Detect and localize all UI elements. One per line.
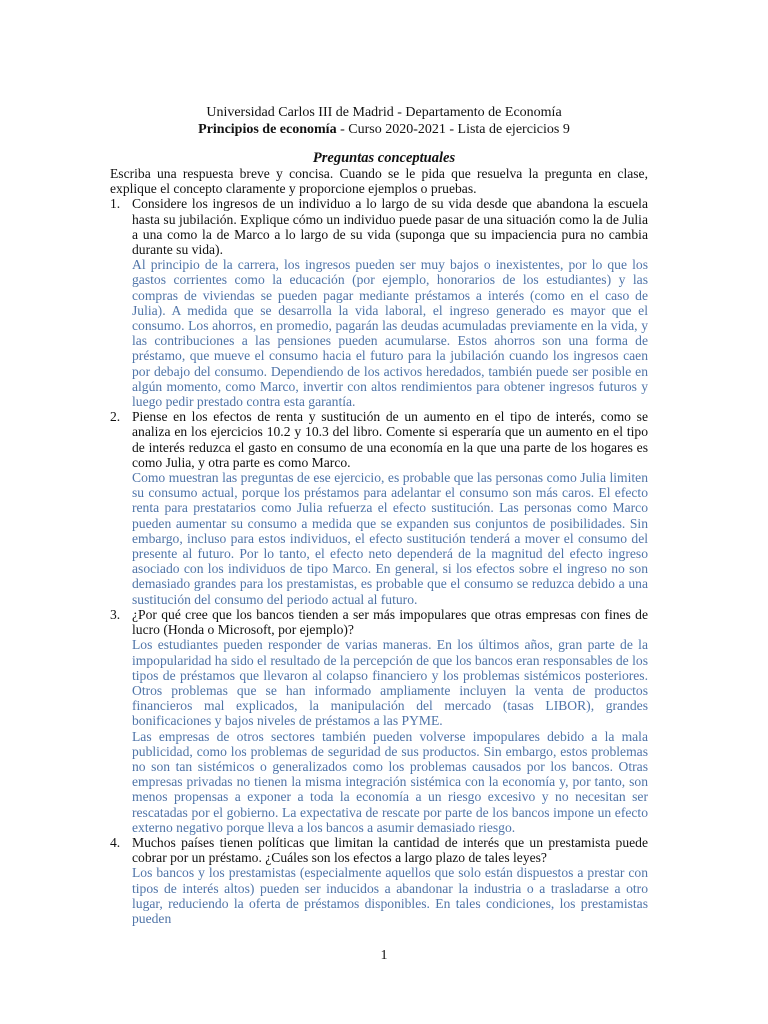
page-number: 1 [380,948,388,963]
answer-paragraph: Las empresas de otros sectores también pueden volverse impopulares debido a la mala publicidad, como los problemas de seguridad de sus productos. Sin embargo, estos problemas no son tan sistémicos o generalizados como los problemas causados por los bancos. Otras empresas privadas no tienen la misma integración sistémica con la economía y, por tanto, son menos propensas a exponer a toda la economía a un riesgo excesivo y no necesitan ser rescatadas por el gobierno. La expectativa de rescate por parte de los bancos impone un efecto externo negativo porque lleva a los bancos a asumir demasiado riesgo. [132,728,648,835]
question-text: Piense en los efectos de renta y sustitución de un aumento en el tipo de interés, como se analiza en los ejercicios 10.2 y 10.3 del libro. Comente si esperaría que un aumento en el tipo de interés reduzca el gasto en consumo de una economía en la que una parte de los hogares es como Julia, y otra parte es como Marco. [132,409,648,470]
answer-paragraph: Los bancos y los prestamistas (especialmente aquellos que solo están dispuestos a prestar con tipos de interés altos) pueden ser inducidos a abandonar la industria o a trasladarse a otro lugar, reduciendo la oferta de préstamos disponibles. En tales condiciones, los prestamistas pueden [132,865,648,926]
question-4 [110,835,648,926]
university-header: Universidad Carlos III de Madrid - Departamento de Economía [206,105,562,120]
question-2 [110,409,648,607]
question-number: 4. [110,834,121,850]
answer-paragraph: Al principio de la carrera, los ingresos pueden ser muy bajos o inexistentes, por lo que los gastos corrientes como la educación (por ejemplo, honorarios de los estudiantes) y las compras de viviendas se pueden pagar mediante préstamos a interés (como en el caso de Julia). A medida que se desarrolla la vida laboral, el ingreso generado es mayor que el consumo. Los ahorros, en promedio, pagarán las deudas acumuladas previamente en la vida, y las contribuciones a las pensiones pueden acumularse. Estos ahorros son una forma de préstamo, que mueve el consumo hacia el futuro para la jubilación cuando los ingresos caen por debajo del consumo. Dependiendo de los activos heredados, también puede ser posible en algún momento, como Marco, invertir con altos rendimientos para obtener ingresos futuros y luego pedir prestado contra esta garantía. [132,257,648,410]
document-body [110,166,648,926]
question-number: 3. [110,606,121,622]
question-text: ¿Por qué cree que los bancos tienden a ser más impopulares que otras empresas con fines de lucro (Honda o Microsoft, por ejemplo)? [132,606,648,638]
question-text: Considere los ingresos de un individuo a lo largo de su vida desde que abandona la escuela hasta su jubilación. Explique cómo un individuo puede pasar de una situación como la de Julia a una como la de Marco a lo largo de su vida (suponga que su impaciencia pura no cambia durante su vida). [132,196,648,258]
section-title: Preguntas conceptuales [312,150,456,166]
course-details: - Curso 2020-2021 - Lista de ejercicios 9 [336,122,570,137]
question-1 [110,196,648,409]
answer-paragraph: Como muestran las preguntas de ese ejercicio, es probable que las personas como Julia limiten su consumo actual, porque los préstamos para adelantar el consumo son más caros. El efecto renta para prestatarios como Julia refuerza el efecto sustitución. Las personas como Marco pueden aumentar su consumo a medida que se expanden sus conjuntos de posibilidades. Sin embargo, incluso para estos individuos, el efecto sustitución tenderá a mover el consumo del presente al futuro. Por lo tanto, el efecto neto dependerá de la magnitud del efecto ingreso asociado con los individuos de tipo Marco. En general, si los efectos sobre el ingreso no son demasiado grandes para los prestamistas, es probable que el consumo se reduzca debido a una sustitución del consumo del periodo actual al futuro. [132,470,648,607]
question-number: 2. [110,409,121,425]
question-3 [110,607,648,835]
course-header [0,121,768,138]
course-name: Principios de economía [198,122,337,137]
question-number: 1. [110,196,121,212]
instructions-paragraph: Escriba una respuesta breve y concisa. Cuando se le pida que resuelva la pregunta en clase, explique el concepto claramente y proporcione ejemplos o pruebas. [110,166,648,197]
answer-paragraph: Los estudiantes pueden responder de varias maneras. En los últimos años, gran parte de la impopularidad ha sido el resultado de la percepción de que los bancos eran responsables de los tipos de préstamos que llevaron al colapso financiero y los problemas sistémicos posteriores. Otros problemas que se han informado ampliamente incluyen la venta de productos financieros mal explicados, la manipulación del mercado (tasas LIBOR), grandes bonificaciones y bajos niveles de préstamos a las PYME. [132,637,648,729]
question-text: Muchos países tienen políticas que limitan la cantidad de interés que un prestamista puede cobrar por un préstamo. ¿Cuáles son los efectos a largo plazo de tales leyes? [132,834,648,866]
